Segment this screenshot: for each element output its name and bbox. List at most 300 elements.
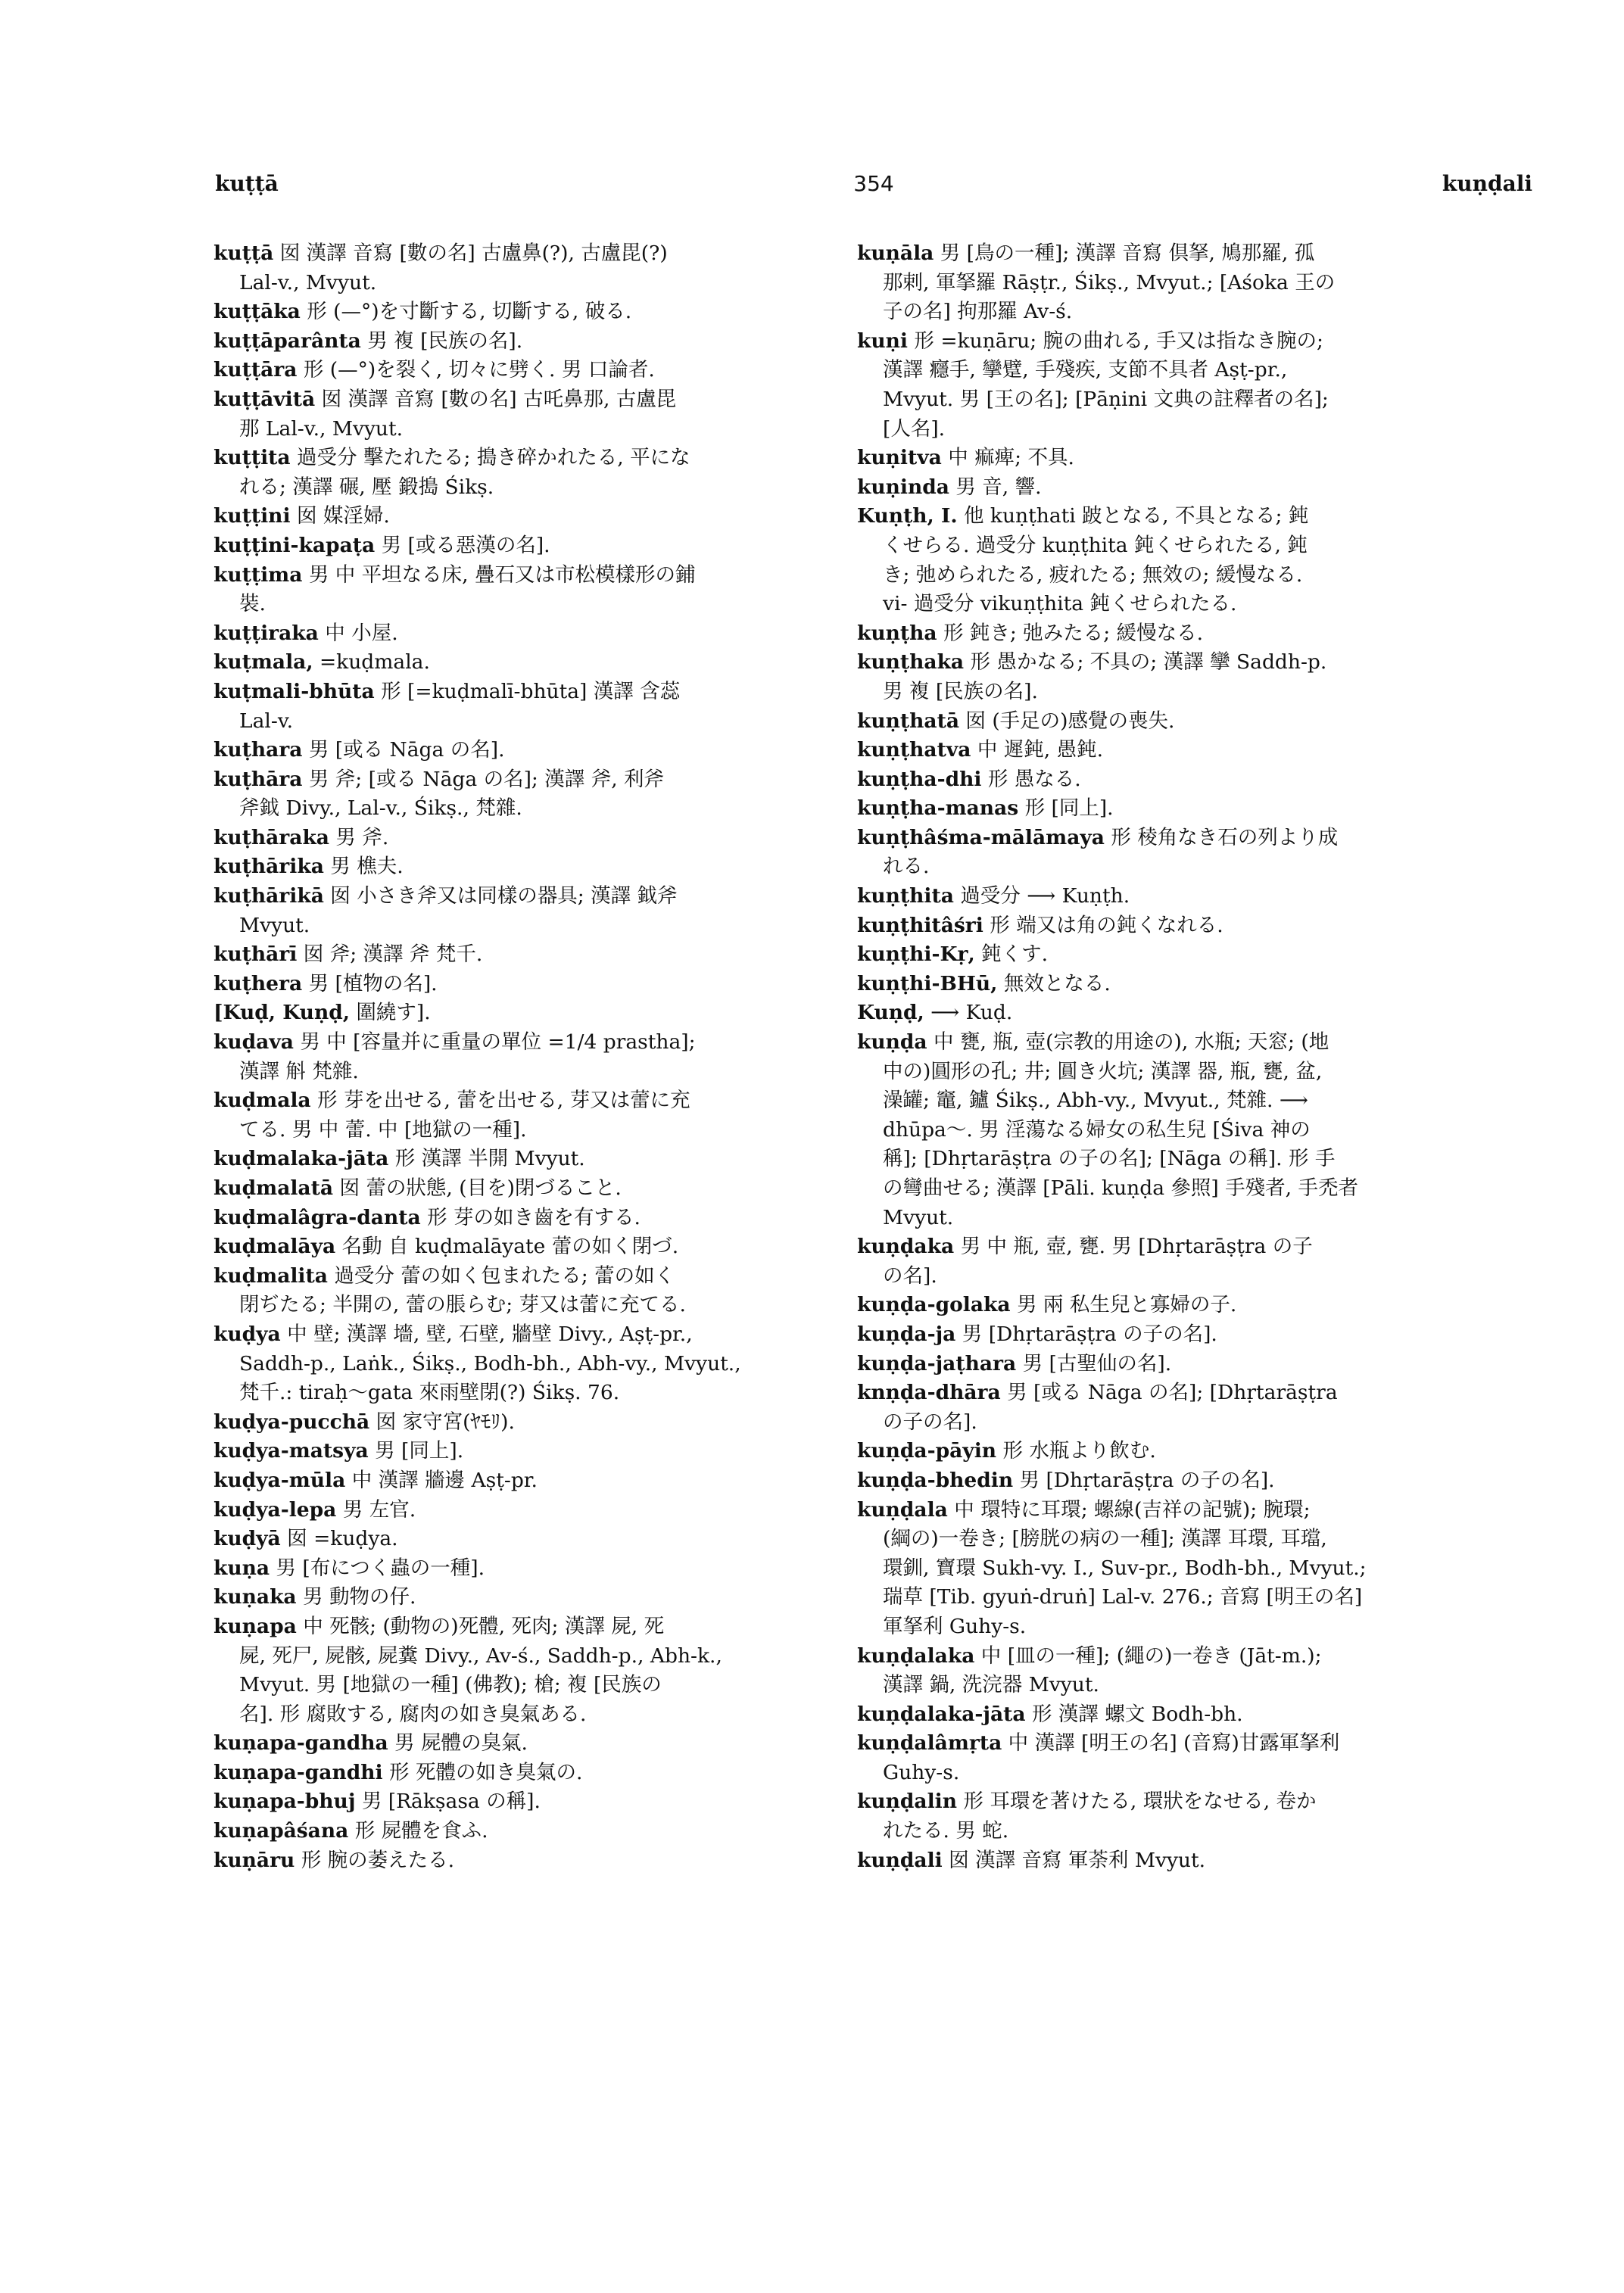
definition-text: =kuḍmala. (313, 650, 430, 675)
definition-text: 中 環特に耳環; 螺線(吉祥の記號); 腕環; (947, 1497, 1311, 1522)
definition-text: 男 樵夫. (323, 855, 404, 879)
dictionary-entry-line (214, 1554, 887, 1584)
headword: knṇḍa-dhāra (857, 1381, 1001, 1405)
dictionary-entry-line (857, 911, 1531, 941)
dictionary-entry-line (214, 678, 887, 707)
definition-text: 囡 =kuḍya. (280, 1527, 398, 1551)
dictionary-entry-line (857, 1496, 1531, 1525)
definition-text: Lal-v. (239, 709, 294, 733)
headword: kuṭhārikā (214, 884, 324, 908)
entry-continuation-line (857, 1759, 1531, 1788)
entry-continuation-line (214, 590, 887, 619)
definition-text: 囡 漢譯 音寫 軍荼利 Mvyut. (942, 1848, 1206, 1872)
definition-text: 形 屍體を食ふ. (348, 1819, 488, 1843)
definition-text: [人名]. (883, 416, 946, 441)
definition-text: の子の名]. (883, 1410, 977, 1434)
definition-text: 中 痲痺; 不具. (941, 446, 1074, 470)
definition-text: 閉ぢたる; 半開の, 蕾の脹らむ; 芽又は蕾に充てる. (239, 1293, 686, 1317)
dictionary-entry-line (214, 298, 887, 327)
entry-continuation-line (214, 1642, 887, 1671)
dictionary-entry-line (214, 619, 887, 649)
headword: kuḍava (214, 1030, 294, 1055)
definition-text: 形 端又は角の鈍くなれる. (983, 913, 1223, 937)
headword: kuṇṭhi-BHū, (857, 971, 998, 995)
headword: kuṭhāra (214, 767, 303, 791)
definition-text: 斧鉞 Divy., Lal-v., Śikṣ., 梵雜. (239, 796, 522, 821)
headword: kuṇṭhaka (857, 650, 965, 675)
headword: kuḍmalāya (214, 1235, 336, 1259)
dictionary-entry-line (857, 1729, 1531, 1759)
entry-continuation-line (857, 590, 1531, 619)
dictionary-entry-line (214, 239, 887, 269)
dictionary-entry-line (214, 1787, 887, 1817)
definition-text: 梵千.: tiraḥ〜gata 來雨壁閉(?) Śikṣ. 76. (239, 1381, 620, 1405)
headword: kuṭhārī (214, 942, 298, 967)
entry-continuation-line (857, 852, 1531, 882)
headword: kuṇṭhitâśri (857, 913, 983, 937)
headword: kuṇḍa-bhedin (857, 1468, 1014, 1492)
headword: Kuṇḍ, (857, 1001, 924, 1025)
definition-text: 男 中 [容量并に重量の單位 =1/4 prastha]; (293, 1030, 696, 1055)
entry-continuation-line (857, 356, 1531, 385)
headword: kuṇapa-gandhi (214, 1760, 383, 1784)
dictionary-entry-line (857, 1700, 1531, 1730)
headword: kuṇṭhâśma-mālāmaya (857, 825, 1105, 849)
headword: kuṇṭhatā (857, 709, 959, 733)
dictionary-entry-line (214, 356, 887, 385)
dictionary-entry-line (214, 824, 887, 853)
definition-text: 男 [或る Nāga の名]. (302, 738, 505, 762)
definition-text: 囡 媒淫婦. (290, 504, 390, 528)
headword: kuṇa (214, 1556, 270, 1580)
headword: kuṭṭini (214, 504, 291, 528)
entry-continuation-line (857, 1262, 1531, 1291)
definition-text: 男 [Dhṛtarāṣṭra の子の名]. (955, 1322, 1217, 1346)
headword: kuḍmalatā (214, 1176, 334, 1200)
dictionary-entry-line (214, 502, 887, 531)
dictionary-entry-line (857, 999, 1531, 1028)
definition-text: 漢譯 鍋, 洗浣器 Mvyut. (883, 1673, 1099, 1697)
definition-text: 澡罐; 竈, 鑪 Śikṣ., Abh-vy., Mvyut., 梵雜. ⟶ (883, 1089, 1308, 1113)
entry-continuation-line (857, 1174, 1531, 1204)
definition-text: 名]. 形 腐敗する, 腐肉の如き臭氣ある. (239, 1702, 587, 1726)
headword: [Kuḍ, Kuṇḍ, (214, 1001, 350, 1025)
definition-text: 形 (—°)を裂く, 切々に劈く. 男 口論者. (297, 358, 655, 382)
definition-text: 軍拏利 Guhy-s. (883, 1614, 1027, 1638)
definition-text: 過受分 擊たれたる; 搗き碎かれたる, 平にな (290, 446, 690, 470)
dictionary-entry-line (214, 648, 887, 678)
headword: Kuṇṭh, I. (857, 504, 958, 528)
headword: kuṭṭini-kapaṭa (214, 533, 376, 557)
dictionary-entry-line (214, 1408, 887, 1438)
definition-text: 形 腕の萎えたる. (295, 1848, 455, 1872)
entry-continuation-line (857, 531, 1531, 561)
definition-text: 囡 家守宮(ﾔﾓﾘ). (369, 1410, 515, 1434)
definition-text: 中 [皿の一種]; (繩の)一卷き (Jāt-m.); (974, 1643, 1322, 1668)
definition-text: 形 死體の如き臭氣の. (382, 1760, 583, 1784)
page-number: 354 (853, 171, 894, 196)
headword: kuṇḍa-pāyin (857, 1439, 997, 1463)
definition-text: 男 [或る Nāga の名]; [Dhṛtarāṣṭra (1000, 1381, 1338, 1405)
dictionary-entry-line (857, 940, 1531, 970)
headword: kuṇḍa-jaṭhara (857, 1351, 1017, 1375)
definition-text: 囡 漢譯 音寫 [數の名] 古吒鼻那, 古盧毘 (315, 387, 677, 411)
headword: kuṭṭiraka (214, 621, 319, 645)
definition-text: 男 [Rākṣasa の稱]. (355, 1790, 541, 1814)
headword: kuṇḍala (857, 1497, 948, 1522)
definition-text: 男 動物の仔. (296, 1585, 416, 1609)
dictionary-entry-line (214, 385, 887, 415)
definition-text: 中 死骸; (動物の)死體, 死肉; 漢譯 屍, 死 (296, 1614, 665, 1638)
definition-text: 過受分 ⟶ Kuṇṭh. (953, 884, 1130, 908)
headword: kuḍmalita (214, 1263, 328, 1288)
dictionary-entry-line (214, 1204, 887, 1233)
entry-continuation-line (857, 1671, 1531, 1700)
definition-text: Lal-v., Mvyut. (239, 270, 377, 294)
definition-text: 無效となる. (997, 971, 1111, 995)
entry-continuation-line (857, 1583, 1531, 1612)
headword: kuṭmala, (214, 650, 313, 675)
dictionary-entry-line (857, 736, 1531, 765)
definition-text: vi- 過受分 vikuṇṭhita 鈍くせられたる. (883, 592, 1237, 616)
headword: kuṇḍalaka-jāta (857, 1702, 1026, 1726)
headword: kuṭhāraka (214, 825, 329, 849)
dictionary-entry-line (857, 970, 1531, 999)
definition-text: ⟶ Kuḍ. (924, 1001, 1013, 1025)
dictionary-entry-line (214, 1817, 887, 1846)
definition-text: 男 斧; [或る Nāga の名]; 漢譯 斧, 利斧 (302, 767, 665, 791)
headword: kuṇḍa (857, 1030, 927, 1055)
definition-text: 形 漢譯 螺文 Bodh-bh. (1025, 1702, 1243, 1726)
definition-text: 稱]; [Dhṛtarāṣṭra の子の名]; [Nāga の稱]. 形 手 (883, 1147, 1336, 1171)
headword: kuṇṭhatva (857, 738, 971, 762)
definition-text: 形 鈍き; 弛みたる; 緩慢なる. (937, 621, 1204, 645)
definition-text: 男 音, 響. (949, 475, 1042, 499)
entry-continuation-line (857, 1058, 1531, 1087)
headword: kuṇṭhita (857, 884, 954, 908)
definition-text: 囡 漢譯 音寫 [數の名] 古盧鼻(?), 古盧毘(?) (273, 241, 668, 265)
headword: kuṇitva (857, 446, 942, 470)
entry-continuation-line (857, 1817, 1531, 1846)
entry-continuation-line (857, 1612, 1531, 1642)
definition-text: 中 甕, 瓶, 壺(宗教的用途の), 水瓶; 天窓; (地 (927, 1030, 1329, 1055)
headword: kuṇṭha-dhi (857, 767, 982, 791)
definition-text: 男 左官. (336, 1497, 416, 1522)
headword: kuḍya-lepa (214, 1497, 337, 1522)
entry-continuation-line (857, 1145, 1531, 1174)
definition-text: 囡 斧; 漢譯 斧 梵千. (297, 942, 483, 967)
headword: kuṭṭita (214, 446, 291, 470)
dictionary-entry-line (857, 239, 1531, 269)
definition-text: 形 芽の如き齒を有する. (420, 1205, 641, 1229)
entry-continuation-line (214, 794, 887, 824)
definition-text: 形 愚かなる; 不具の; 漢譯 攣 Saddh-p. (964, 650, 1327, 675)
entry-continuation-line (214, 415, 887, 444)
definition-text: 男 [植物の名]. (302, 971, 438, 995)
definition-text: 子の名] 拘那羅 Av-ś. (883, 300, 1073, 324)
definition-text: 形 耳環を著けたる, 環狀をなせる, 卷か (957, 1790, 1317, 1814)
entry-continuation-line (214, 1291, 887, 1320)
headword: kuṇḍaka (857, 1235, 955, 1259)
dictionary-entry-line (214, 444, 887, 473)
definition-text: 圍繞す]. (349, 1001, 431, 1025)
definition-text: 男 中 平坦なる床, 疊石又は市松模樣形の鋪 (302, 562, 696, 587)
dictionary-entry-line (214, 1496, 887, 1525)
dictionary-entry-line (857, 1350, 1531, 1379)
definition-text: 囡 蕾の狀態, (目を)閉づること. (333, 1176, 622, 1200)
dictionary-entry-line (857, 444, 1531, 473)
headword: kuṇṭhi-Kṛ, (857, 942, 975, 967)
headword: kuḍya-pucchā (214, 1410, 370, 1434)
definition-text: 那 Lal-v., Mvyut. (239, 416, 404, 441)
dictionary-entry-line (857, 473, 1531, 503)
headword: kuṇapâśana (214, 1819, 349, 1843)
definition-text: 中 漢譯 牆邊 Aṣṭ-pr. (345, 1468, 538, 1492)
definition-text: 屍, 死尸, 屍骸, 屍糞 Divy., Av-ś., Saddh-p., Abh-k., (239, 1643, 722, 1668)
dictionary-entry-line (214, 1028, 887, 1058)
headword: kuṇḍali (857, 1848, 943, 1872)
entry-continuation-line (214, 1350, 887, 1379)
headword: kuḍya-mūla (214, 1468, 346, 1492)
dictionary-entry-line (857, 1379, 1531, 1408)
definition-text: れたる. 男 蛇. (883, 1819, 1009, 1843)
definition-text: 男 斧. (329, 825, 389, 849)
definition-text: 男 中 瓶, 壺, 甕. 男 [Dhṛtarāṣṭra の子 (954, 1235, 1313, 1259)
definition-text: dhūpa〜. 男 淫蕩なる婦女の私生兒 [Śiva 神の (883, 1117, 1311, 1142)
entry-continuation-line (857, 298, 1531, 327)
headword: kuṭṭāparânta (214, 329, 361, 353)
headword: kuṇapa (214, 1614, 297, 1638)
headword: kuṭṭima (214, 562, 303, 587)
dictionary-entry-line (214, 1320, 887, 1350)
headword: kuṇḍalâmṛta (857, 1731, 1002, 1756)
definition-text: 瑞草 [Tib. gyuṅ-druṅ] Lal-v. 276.; 音寫 [明王の名] (883, 1585, 1363, 1609)
running-head-left: kuṭṭā (215, 171, 279, 196)
dictionary-entry-line (214, 1086, 887, 1116)
dictionary-entry-line (857, 1437, 1531, 1466)
dictionary-entry-line (214, 1759, 887, 1788)
dictionary-entry-line (857, 1846, 1531, 1876)
definition-text: 鈍くす. (974, 942, 1049, 967)
dictionary-entry-line (857, 327, 1531, 357)
entry-continuation-line (214, 1700, 887, 1730)
dictionary-entry-line (857, 707, 1531, 737)
entry-continuation-line (214, 269, 887, 298)
definition-text: 男 [或る惡漢の名]. (375, 533, 550, 557)
entry-continuation-line (857, 1086, 1531, 1116)
entry-continuation-line (857, 1525, 1531, 1554)
dictionary-entry-line (857, 1466, 1531, 1496)
definition-text: 形 =kuṇāru; 腕の曲れる, 手又は指なき腕の; (907, 329, 1323, 353)
headword: kuṭṭāka (214, 300, 301, 324)
headword: kuḍmalaka-jāta (214, 1147, 389, 1171)
definition-text: 男 [同上]. (368, 1439, 464, 1463)
entry-continuation-line (857, 415, 1531, 444)
dictionary-entry-line (214, 1466, 887, 1496)
definition-text: 裝. (239, 592, 266, 616)
headword: kuṇi (857, 329, 908, 353)
definition-text: 囡 (手足の)感覺の喪失. (959, 709, 1175, 733)
definition-text: 形 愚なる. (981, 767, 1081, 791)
headword: kuṭhārika (214, 855, 324, 879)
definition-text: 中 壁; 漢譯 墻, 壁, 石壁, 牆壁 Divy., Aṣṭ-pr., (280, 1322, 693, 1346)
entry-continuation-line (214, 911, 887, 941)
headword: kuṇinda (857, 475, 949, 499)
dictionary-entry-line (857, 765, 1531, 795)
dictionary-entry-line (214, 1262, 887, 1291)
running-head-right: kuṇḍali (1442, 171, 1532, 196)
dictionary-entry-line (857, 502, 1531, 531)
definition-text: 男 複 [民族の名]. (360, 329, 523, 353)
definition-text: 漢譯 斛 梵雜. (239, 1059, 359, 1083)
definition-text: Saddh-p., Laṅk., Śikṣ., Bodh-bh., Abh-vy., Mvyut., (239, 1351, 741, 1375)
entry-continuation-line (214, 707, 887, 737)
entry-continuation-line (857, 678, 1531, 707)
headword: kuḍya (214, 1322, 281, 1346)
right-column (857, 239, 1531, 1875)
definition-text: Mvyut. 男 [王の名]; [Pāṇini 文典の註釋者の名]; (883, 387, 1329, 411)
dictionary-entry-line (857, 1320, 1531, 1350)
headword: kuṇāru (214, 1848, 295, 1872)
headword: kuṭhera (214, 971, 303, 995)
definition-text: 男 複 [民族の名]. (883, 679, 1038, 703)
dictionary-entry-line (857, 619, 1531, 649)
dictionary-entry-line (214, 1525, 887, 1554)
dictionary-entry-line (214, 852, 887, 882)
definition-text: Mvyut. (239, 913, 310, 937)
definition-text: てる. 男 中 蕾. 中 [地獄の一種]. (239, 1117, 527, 1142)
headword: kuṇapa-gandha (214, 1731, 388, 1756)
definition-text: れる; 漢譯 碾, 壓 鍛搗 Śikṣ. (239, 475, 494, 499)
dictionary-entry-line (214, 327, 887, 357)
dictionary-entry-line (857, 1291, 1531, 1320)
definition-text: 男 屍體の臭氣. (388, 1731, 528, 1756)
definition-text: の名]. (883, 1263, 937, 1288)
headword: kuṇāla (857, 241, 934, 265)
definition-text: 男 兩 私生兒と寡婦の子. (1010, 1293, 1237, 1317)
dictionary-entry-line (857, 794, 1531, 824)
dictionary-entry-line (214, 561, 887, 590)
dictionary-entry-line (857, 882, 1531, 911)
headword: kuṭhara (214, 738, 303, 762)
dictionary-entry-line (857, 1232, 1531, 1262)
definition-text: Mvyut. 男 [地獄の一種] (佛教); 槍; 複 [民族の (239, 1673, 662, 1697)
definition-text: 漢譯 癮手, 攣躄, 手殘疾, 支節不具者 Aṣṭ-pr., (883, 358, 1288, 382)
left-column (214, 239, 887, 1875)
dictionary-entry-line (857, 648, 1531, 678)
dictionary-entry-line (214, 1232, 887, 1262)
definition-text: 男 [鳥の一種]; 漢譯 音寫 倶拏, 鳩那羅, 孤 (934, 241, 1315, 265)
entry-continuation-line (857, 1204, 1531, 1233)
dictionary-entry-line (214, 1437, 887, 1466)
entry-continuation-line (214, 473, 887, 503)
entry-continuation-line (857, 561, 1531, 590)
headword: kuṇḍalaka (857, 1643, 975, 1668)
dictionary-entry-line (214, 1145, 887, 1174)
dictionary-entry-line (214, 1846, 887, 1876)
definition-text: Mvyut. (883, 1205, 954, 1229)
headword: kuṭṭāvitā (214, 387, 316, 411)
headword: kuṇaka (214, 1585, 297, 1609)
definition-text: 形 [同上]. (1018, 796, 1114, 821)
dictionary-entry-line (214, 765, 887, 795)
dictionary-entry-line (214, 1174, 887, 1204)
dictionary-entry-line (214, 882, 887, 911)
definition-text: 男 [布につく蟲の一種]. (270, 1556, 485, 1580)
entry-continuation-line (857, 1554, 1531, 1584)
definition-text: 形 水瓶より飲む. (996, 1439, 1156, 1463)
dictionary-entry-line (214, 1583, 887, 1612)
definition-text: (綱の)一卷き; [膀胱の病の一種]; 漢譯 耳環, 耳璫, (883, 1527, 1327, 1551)
definition-text: 名動 自 kuḍmalāyate 蕾の如く閉づ. (335, 1235, 679, 1259)
entry-continuation-line (214, 1671, 887, 1700)
headword: kuṇṭha (857, 621, 937, 645)
headword: kuṇṭha-manas (857, 796, 1019, 821)
headword: kuṇapa-bhuj (214, 1790, 356, 1814)
definition-text: 男 [古聖仙の名]. (1016, 1351, 1172, 1375)
entry-continuation-line (857, 1408, 1531, 1438)
headword: kuḍya-matsya (214, 1439, 369, 1463)
headword: kuṇḍa-golaka (857, 1293, 1011, 1317)
definition-text: 形 稜角なき石の列より成 (1104, 825, 1339, 849)
definition-text: 中 小屋. (318, 621, 398, 645)
headword: kuṇḍa-ja (857, 1322, 956, 1346)
definition-text: 中 遲鈍, 愚鈍. (971, 738, 1104, 762)
dictionary-entry-line (857, 824, 1531, 853)
definition-text: 男 [Dhṛtarāṣṭra の子の名]. (1013, 1468, 1275, 1492)
definition-text: き; 弛められたる, 疲れたる; 無效の; 緩慢なる. (883, 562, 1303, 587)
entry-continuation-line (214, 1116, 887, 1145)
headword: kuḍmala (214, 1089, 311, 1113)
dictionary-entry-line (857, 1787, 1531, 1817)
headword: kuṭmali-bhūta (214, 679, 375, 703)
definition-text: 囡 小さき斧又は同樣の器具; 漢譯 鉞斧 (323, 884, 678, 908)
definition-text: 形 (—°)を寸斷する, 切斷する, 破る. (300, 300, 632, 324)
definition-text: 形 芽を出せる, 蕾を出せる, 芽又は蕾に充 (310, 1089, 690, 1113)
dictionary-entry-line (214, 999, 887, 1028)
entry-continuation-line (857, 1116, 1531, 1145)
definition-text: 形 [=kuḍmalī-bhūta] 漢譯 含蕊 (374, 679, 681, 703)
entry-continuation-line (857, 385, 1531, 415)
definition-text: Guhy-s. (883, 1760, 960, 1784)
dictionary-entry-line (214, 531, 887, 561)
headword: kuṭṭāra (214, 358, 298, 382)
dictionary-entry-line (214, 940, 887, 970)
definition-text: 過受分 蕾の如く包まれたる; 蕾の如く (327, 1263, 675, 1288)
definition-text: 環釧, 寶環 Sukh-vy. I., Suv-pr., Bodh-bh., Mvyut.; (883, 1556, 1367, 1580)
definition-text: の彎曲せる; 漢譯 [Pāli. kuṇḍa 參照] 手殘者, 手禿者 (883, 1176, 1359, 1200)
headword: kuḍyā (214, 1527, 281, 1551)
definition-text: 他 kuṇṭhati 跛となる, 不具となる; 鈍 (957, 504, 1309, 528)
definition-text: 那剌, 軍拏羅 Rāṣṭr., Śikṣ., Mvyut.; [Aśoka 王の (883, 270, 1336, 294)
definition-text: れる. (883, 855, 930, 879)
definition-text: くせらる. 過受分 kuṇṭhita 鈍くせられたる, 鈍 (883, 533, 1308, 557)
entry-continuation-line (857, 269, 1531, 298)
dictionary-entry-line (857, 1028, 1531, 1058)
definition-text: 中の)圓形の孔; 井; 圓き火坑; 漢譯 器, 瓶, 甕, 盆, (883, 1059, 1323, 1083)
dictionary-entry-line (214, 1729, 887, 1759)
entry-continuation-line (214, 1379, 887, 1408)
entry-continuation-line (214, 1058, 887, 1087)
dictionary-entry-line (214, 1612, 887, 1642)
definition-text: 中 漢譯 [明王の名] (音寫)甘露軍拏利 (1002, 1731, 1340, 1756)
headword: kuḍmalâgra-danta (214, 1205, 421, 1229)
dictionary-entry-line (214, 970, 887, 999)
definition-text: 形 漢譯 半開 Mvyut. (388, 1147, 585, 1171)
headword: kuṭṭā (214, 241, 274, 265)
dictionary-entry-line (214, 736, 887, 765)
page-header (215, 171, 1532, 201)
